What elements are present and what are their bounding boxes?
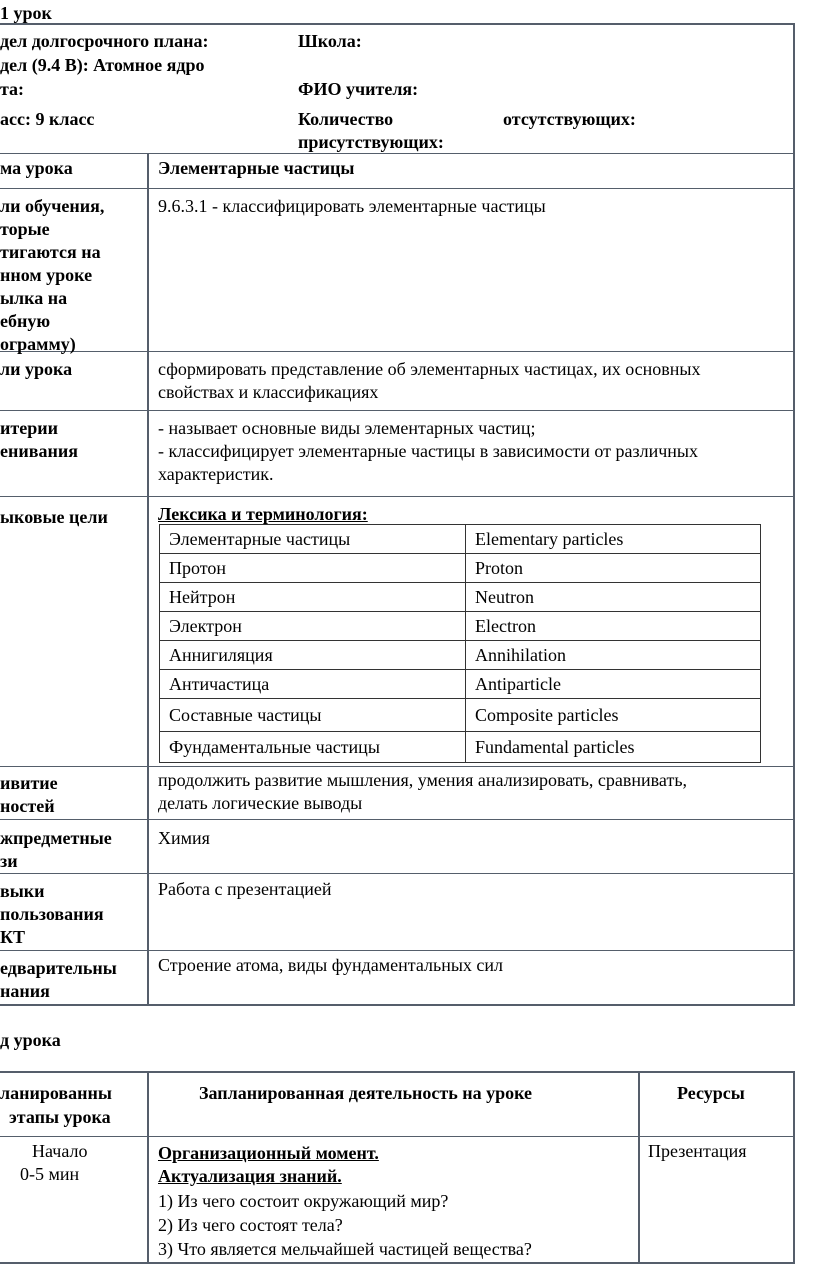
prior-value: Строение атома, виды фундаментальных сил bbox=[158, 955, 504, 975]
vocab-row bbox=[160, 641, 761, 670]
values-value: продолжить развитие мышления, умения анализировать, сравнивать, bbox=[158, 770, 688, 790]
stage-name: Начало bbox=[32, 1141, 88, 1161]
lesson-number: 1 урок bbox=[0, 3, 52, 23]
vocab-row bbox=[160, 732, 761, 763]
objectives-label: тигаются на bbox=[0, 242, 101, 262]
vocab-ru: Электрон bbox=[160, 612, 466, 641]
criteria-label: итерии bbox=[0, 418, 58, 438]
vocab-ru: Аннигиляция bbox=[160, 641, 466, 670]
table-border bbox=[0, 766, 795, 767]
ict-label: пользования bbox=[0, 904, 104, 924]
table-border bbox=[0, 410, 795, 411]
objectives-label: ебную bbox=[0, 311, 51, 331]
table-border bbox=[0, 153, 795, 154]
criteria-value: - классифицирует элементарные частицы в зависимости от различных bbox=[158, 441, 698, 461]
vocab-table bbox=[159, 524, 761, 763]
vocab-ru: Элементарные частицы bbox=[160, 525, 466, 554]
vocab-en: Proton bbox=[466, 554, 761, 583]
objectives-label: ли обучения, bbox=[0, 196, 105, 216]
course-title: д урока bbox=[0, 1030, 61, 1050]
language-label: ыковые цели bbox=[0, 507, 108, 527]
vocab-title: Лексика и терминология: bbox=[158, 504, 368, 524]
vocab-en: Fundamental particles bbox=[466, 732, 761, 763]
vocab-row bbox=[160, 525, 761, 554]
table-border bbox=[793, 1071, 795, 1264]
resource-value: Презентация bbox=[648, 1141, 747, 1161]
vocab-ru: Фундаментальные частицы bbox=[160, 732, 466, 763]
values-label: ностей bbox=[0, 796, 55, 816]
vocab-en: Neutron bbox=[466, 583, 761, 612]
vocab-en: Antiparticle bbox=[466, 670, 761, 699]
goals-value: свойствах и классификациях bbox=[158, 382, 379, 402]
table-border bbox=[0, 1136, 795, 1137]
section-name: дел (9.4 В): Атомное ядро bbox=[0, 55, 205, 75]
activity-question: 3) Что является мельчайшей частицей вещества? bbox=[158, 1239, 532, 1259]
table-border bbox=[0, 188, 795, 189]
goals-value: сформировать представление об элементарных частицах, их основных bbox=[158, 359, 701, 379]
objectives-label: ограмму) bbox=[0, 334, 76, 354]
school-label: Школа: bbox=[298, 31, 362, 51]
values-label: ивитие bbox=[0, 773, 58, 793]
table-border bbox=[0, 1004, 795, 1006]
stages-header: этапы урока bbox=[9, 1107, 111, 1127]
vocab-en: Elementary particles bbox=[466, 525, 761, 554]
table-border bbox=[0, 351, 795, 352]
table-border bbox=[0, 873, 795, 874]
vocab-ru: Протон bbox=[160, 554, 466, 583]
topic-label: ма урока bbox=[0, 158, 73, 178]
stages-header: ланированны bbox=[0, 1083, 112, 1103]
vocab-row bbox=[160, 699, 761, 732]
table-border bbox=[0, 950, 795, 951]
class-label: асс: 9 класс bbox=[0, 109, 95, 129]
vocab-ru: Античастица bbox=[160, 670, 466, 699]
objectives-label: нном уроке bbox=[0, 265, 93, 285]
criteria-value: характеристик. bbox=[158, 464, 274, 484]
table-border bbox=[0, 819, 795, 820]
activity-question: 2) Из чего состоят тела? bbox=[158, 1215, 343, 1235]
values-value: делать логические выводы bbox=[158, 793, 363, 813]
table-border bbox=[0, 496, 795, 497]
prior-label: едварительны bbox=[0, 958, 117, 978]
section-label: дел долгосрочного плана: bbox=[0, 31, 209, 51]
activity-header: Запланированная деятельность на уроке bbox=[199, 1083, 533, 1103]
ict-label: КТ bbox=[0, 927, 26, 947]
date-label: та: bbox=[0, 79, 25, 99]
table-border bbox=[638, 1071, 640, 1264]
table-border bbox=[147, 1071, 149, 1264]
activity-heading: Актуализация знаний. bbox=[158, 1166, 342, 1186]
table-border bbox=[147, 153, 149, 1006]
vocab-row bbox=[160, 583, 761, 612]
cross-label: зи bbox=[0, 851, 18, 871]
goals-label: ли урока bbox=[0, 359, 73, 379]
table-border bbox=[0, 1071, 795, 1073]
teacher-label: ФИО учителя: bbox=[298, 79, 419, 99]
vocab-ru: Нейтрон bbox=[160, 583, 466, 612]
activity-question: 1) Из чего состоит окружающий мир? bbox=[158, 1191, 449, 1211]
table-border bbox=[793, 23, 795, 1006]
count-label: Количество bbox=[298, 109, 394, 129]
vocab-en: Composite particles bbox=[466, 699, 761, 732]
absent-label: отсутствующих: bbox=[503, 109, 636, 129]
resources-header: Ресурсы bbox=[677, 1083, 745, 1103]
ict-value: Работа с презентацией bbox=[158, 879, 332, 899]
criteria-label: енивания bbox=[0, 441, 78, 461]
objectives-label: торые bbox=[0, 219, 50, 239]
objectives-value: 9.6.3.1 - классифицировать элементарные частицы bbox=[158, 196, 546, 216]
cross-label: жпредметные bbox=[0, 828, 112, 848]
vocab-row bbox=[160, 554, 761, 583]
topic-value: Элементарные частицы bbox=[158, 158, 355, 178]
table-border bbox=[0, 1262, 795, 1264]
criteria-value: - называет основные виды элементарных частиц; bbox=[158, 418, 536, 438]
cross-value: Химия bbox=[158, 828, 210, 848]
present-label: присутствующих: bbox=[298, 132, 444, 152]
activity-heading: Организационный момент. bbox=[158, 1143, 379, 1163]
stage-time: 0-5 мин bbox=[20, 1164, 80, 1184]
vocab-row bbox=[160, 670, 761, 699]
vocab-ru: Составные частицы bbox=[160, 699, 466, 732]
prior-label: нания bbox=[0, 981, 50, 1001]
objectives-label: ылка на bbox=[0, 288, 68, 308]
vocab-row bbox=[160, 612, 761, 641]
ict-label: выки bbox=[0, 881, 45, 901]
vocab-en: Electron bbox=[466, 612, 761, 641]
table-border bbox=[0, 23, 795, 25]
vocab-en: Annihilation bbox=[466, 641, 761, 670]
